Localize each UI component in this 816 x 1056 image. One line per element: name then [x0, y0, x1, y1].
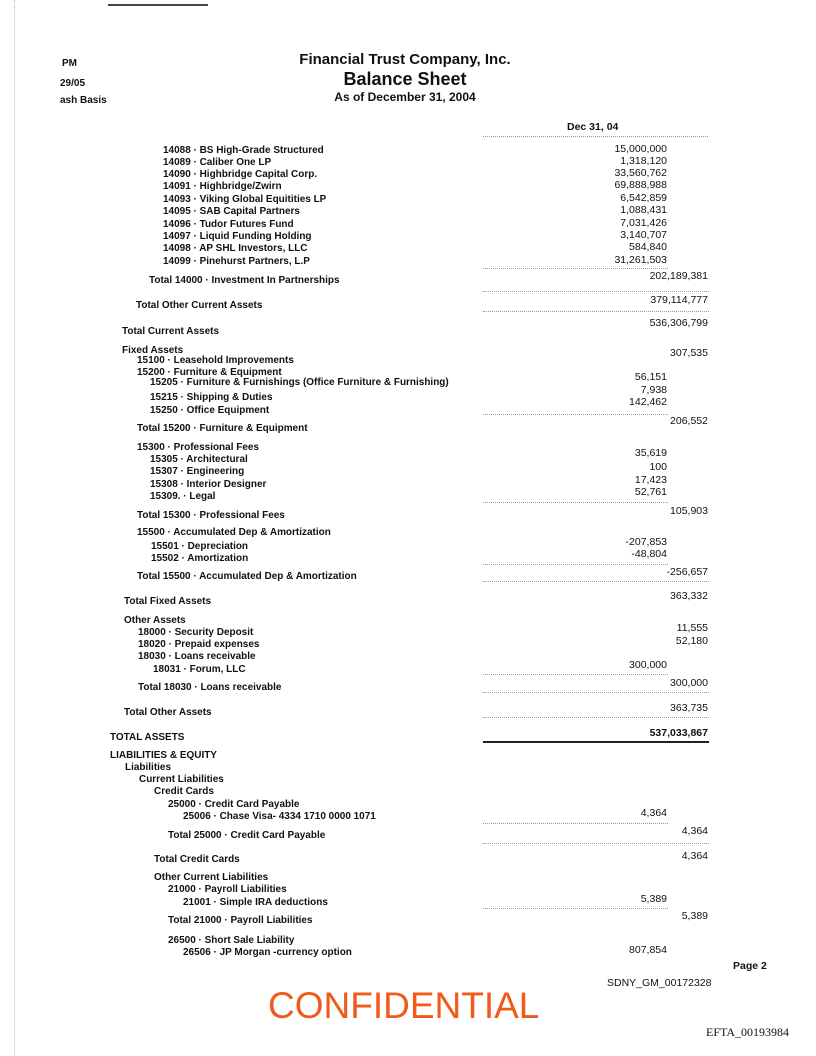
bates-number: SDNY_GM_00172328 — [607, 977, 712, 989]
row-label: 15309. · Legal — [150, 490, 216, 502]
report-title: Balance Sheet — [343, 69, 467, 89]
row-label: 14091 · Highbridge/Zwirn — [163, 180, 282, 192]
subtotal-rule — [483, 908, 668, 909]
row-label: 14099 · Pinehurst Partners, L.P — [163, 255, 310, 267]
report-date: As of December 31, 2004 — [334, 90, 476, 104]
row-value: 31,261,503 — [614, 254, 667, 266]
row-value: 7,031,426 — [620, 217, 667, 229]
subtotal-rule — [483, 692, 709, 693]
row-value: 4,364 — [681, 850, 708, 862]
row-value: 379,114,777 — [650, 294, 708, 306]
row-value: 3,140,707 — [620, 229, 667, 241]
basis-fragment: ash Basis — [60, 95, 107, 106]
row-label: Credit Cards — [154, 785, 214, 797]
efta-number: EFTA_00193984 — [706, 1025, 790, 1039]
row-value: 7,938 — [640, 384, 667, 396]
row-value: 69,888,988 — [614, 179, 667, 191]
row-value: 100 — [649, 461, 667, 473]
row-label: 18031 · Forum, LLC — [153, 663, 246, 675]
row-label: 14088 · BS High-Grade Structured — [163, 144, 324, 156]
row-label: 15205 · Furniture & Furnishings (Office Furniture & Furnishing) — [150, 376, 449, 388]
row-label: 14090 · Highbridge Capital Corp. — [163, 168, 318, 180]
subtotal-rule — [483, 581, 709, 582]
row-label: Total 25000 · Credit Card Payable — [168, 829, 326, 841]
row-value: 142,462 — [629, 396, 667, 408]
subtotal-rule — [483, 843, 709, 844]
subtotal-rule — [483, 717, 709, 718]
row-value: 6,542,859 — [620, 192, 667, 204]
column-header: Dec 31, 04 — [567, 121, 619, 133]
row-value: 363,735 — [670, 702, 708, 714]
row-label: 15200 · Furniture & Equipment — [137, 366, 282, 378]
row-value: 11,555 — [676, 622, 708, 634]
subtotal-rule — [483, 674, 668, 675]
row-value: 206,552 — [670, 415, 708, 427]
row-label: 14095 · SAB Capital Partners — [163, 205, 300, 217]
row-value: 35,619 — [634, 447, 667, 459]
subtotal-rule — [483, 291, 709, 292]
row-value: -48,804 — [631, 548, 667, 560]
row-label: 15308 · Interior Designer — [150, 478, 267, 490]
row-label: 18020 · Prepaid expenses — [138, 638, 260, 650]
row-value: 300,000 — [670, 677, 708, 689]
row-label: 21001 · Simple IRA deductions — [183, 896, 328, 908]
date-fragment: 29/05 — [60, 78, 86, 89]
row-label: 15100 · Leasehold Improvements — [137, 354, 294, 366]
row-label: Total Current Assets — [122, 325, 220, 337]
row-label: Total 15500 · Accumulated Dep & Amortization — [137, 570, 357, 582]
row-value: 1,318,120 — [620, 155, 667, 167]
row-value: 17,423 — [634, 474, 667, 486]
row-label: Liabilities — [125, 761, 172, 773]
header-rule — [483, 136, 708, 137]
subtotal-rule — [483, 823, 668, 824]
row-label: Total 15200 · Furniture & Equipment — [137, 422, 308, 434]
row-label: 15502 · Amortization — [151, 552, 249, 564]
row-label: Total 21000 · Payroll Liabilities — [168, 914, 313, 926]
row-value: 363,332 — [670, 590, 708, 602]
row-label: Total Credit Cards — [154, 853, 240, 865]
row-label: Total 15300 · Professional Fees — [137, 509, 285, 521]
row-label: 14093 · Viking Global Equitities LP — [163, 193, 327, 205]
row-label: 15305 · Architectural — [150, 453, 248, 465]
subtotal-rule — [483, 311, 709, 312]
subtotal-rule — [483, 564, 668, 565]
row-label: 18030 · Loans receivable — [138, 650, 256, 662]
row-value: 5,389 — [681, 910, 708, 922]
row-value: 307,535 — [670, 347, 708, 359]
row-label: Total 18030 · Loans receivable — [138, 681, 282, 693]
row-label: 21000 · Payroll Liabilities — [168, 883, 287, 895]
row-value: -256,657 — [666, 566, 708, 578]
row-value: 52,761 — [634, 486, 667, 498]
row-value: 1,088,431 — [620, 204, 667, 216]
company-name: Financial Trust Company, Inc. — [299, 51, 511, 68]
row-label: 25006 · Chase Visa- 4334 1710 0000 1071 — [183, 810, 376, 822]
row-value: 52,180 — [675, 635, 708, 647]
row-value: 807,854 — [629, 944, 667, 956]
row-value: 300,000 — [629, 659, 667, 671]
confidential-stamp: CONFIDENTIAL — [268, 985, 540, 1026]
row-label: 14097 · Liquid Funding Holding — [163, 230, 312, 242]
row-label: Other Assets — [124, 614, 186, 626]
row-label: 25000 · Credit Card Payable — [168, 798, 300, 810]
row-label: Fixed Assets — [122, 344, 184, 356]
row-label: Total 14000 · Investment In Partnerships — [149, 274, 340, 286]
total-double-rule — [483, 741, 709, 743]
row-value: 15,000,000 — [614, 143, 667, 155]
row-label: Current Liabilities — [139, 773, 224, 785]
row-label: 18000 · Security Deposit — [138, 626, 254, 638]
row-label: 26500 · Short Sale Liability — [168, 934, 295, 946]
row-label: 14098 · AP SHL Investors, LLC — [163, 242, 308, 254]
row-value: 536,306,799 — [649, 317, 708, 329]
row-label: Total Fixed Assets — [124, 595, 212, 607]
row-value: 56,151 — [634, 371, 667, 383]
row-label: 15300 · Professional Fees — [137, 441, 259, 453]
row-value: 33,560,762 — [614, 167, 667, 179]
row-label: Total Other Current Assets — [136, 299, 263, 311]
row-label: LIABILITIES & EQUITY — [110, 749, 217, 761]
row-label: 14096 · Tudor Futures Fund — [163, 218, 294, 230]
row-value: 202,189,381 — [649, 270, 708, 282]
row-label: 15215 · Shipping & Duties — [150, 391, 273, 403]
page-number: Page 2 — [733, 960, 767, 972]
row-label: 15500 · Accumulated Dep & Amortization — [137, 526, 331, 538]
row-label: 15501 · Depreciation — [151, 540, 249, 552]
row-value: -207,853 — [625, 536, 667, 548]
row-label: Total Other Assets — [124, 706, 212, 718]
row-label: 26506 · JP Morgan -currency option — [183, 946, 352, 958]
subtotal-rule — [483, 502, 668, 503]
time-fragment: PM — [62, 58, 77, 69]
row-label: 14089 · Caliber One LP — [163, 156, 272, 168]
scan-mark — [108, 4, 208, 6]
row-value: 4,364 — [681, 825, 708, 837]
row-label: Other Current Liabilities — [154, 871, 269, 883]
scan-edge — [14, 0, 15, 1056]
row-value: 537,033,867 — [649, 727, 708, 739]
row-value: 5,389 — [640, 893, 667, 905]
row-value: 584,840 — [629, 241, 667, 253]
subtotal-rule — [483, 268, 668, 269]
row-label: TOTAL ASSETS — [110, 731, 185, 743]
row-value: 105,903 — [670, 505, 708, 517]
row-label: 15250 · Office Equipment — [150, 404, 270, 416]
row-label: 15307 · Engineering — [150, 465, 245, 477]
row-value: 4,364 — [640, 807, 667, 819]
